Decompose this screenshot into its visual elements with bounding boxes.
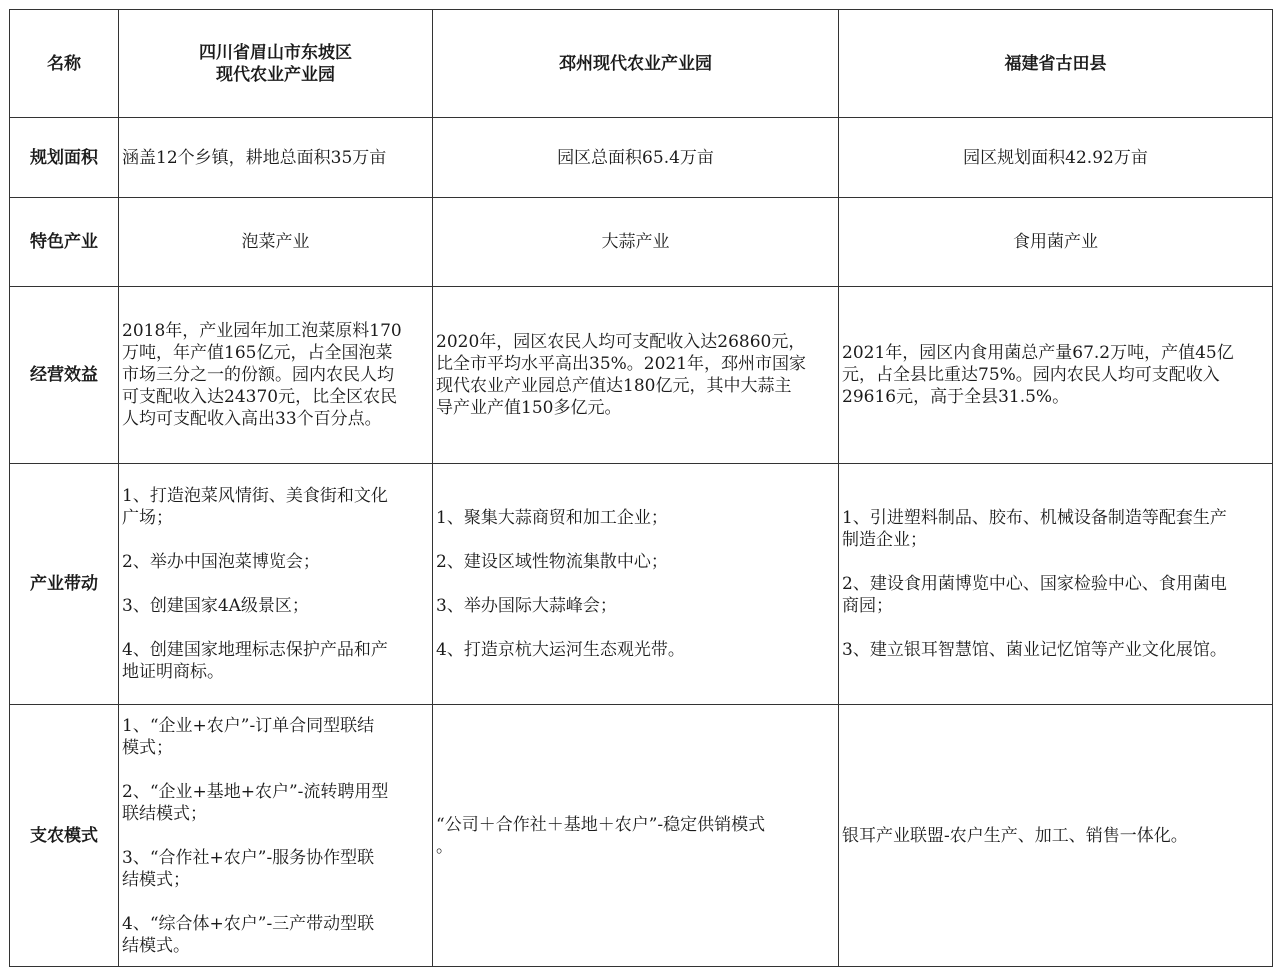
list-item: 4、打造京杭大运河生态观光带。 bbox=[436, 640, 685, 660]
benefit-row bbox=[10, 287, 1273, 464]
park-pizhou-name: 邳州现代农业产业园 bbox=[433, 10, 839, 118]
benefit-gutian: 2021年，园区内食用菌总产量67.2万吨，产值45亿 元，占全县比重达75%。园内农民人均可支配收入 29616元，高于全县31.5%。 bbox=[839, 287, 1273, 464]
driving-pizhou bbox=[433, 464, 839, 705]
list-item: 1、“企业+农户”-订单合同型联结 模式； bbox=[122, 715, 375, 758]
list-item: 4、“综合体+农户”-三产带动型联 结模式。 bbox=[122, 913, 375, 956]
driving-row bbox=[10, 464, 1273, 705]
list-item: 3、创建国家4A级景区； bbox=[122, 596, 309, 616]
area-pizhou: 园区总面积65.4万亩 bbox=[433, 118, 839, 198]
support-row bbox=[10, 705, 1273, 967]
benefit-label: 经营效益 bbox=[10, 287, 119, 464]
industry-pizhou: 大蒜产业 bbox=[433, 198, 839, 287]
list-item: 3、“合作社+农户”-服务协作型联 结模式； bbox=[122, 847, 375, 890]
list-item: 1、聚集大蒜商贸和加工企业； bbox=[436, 508, 668, 528]
list-item: 1、打造泡菜风情街、美食街和文化 广场； bbox=[122, 486, 388, 528]
area-label: 规划面积 bbox=[10, 118, 119, 198]
area-dongpo: 涵盖12个乡镇，耕地总面积35万亩 bbox=[119, 118, 433, 198]
driving-dongpo bbox=[119, 464, 433, 705]
industry-label: 特色产业 bbox=[10, 198, 119, 287]
benefit-dongpo: 2018年，产业园年加工泡菜原料170 万吨，年产值165亿元，占全国泡菜 市场三分之一的份额。园内农民人均 可支配收入达24370元，比全区农民 人均可支配收入高出33个百分点。 bbox=[119, 287, 433, 464]
area-row bbox=[10, 118, 1273, 198]
driving-label: 产业带动 bbox=[10, 464, 119, 705]
list-item: 2、“企业+基地+农户”-流转聘用型 联结模式； bbox=[122, 781, 389, 824]
list-item: 2、建设食用菌博览中心、国家检验中心、食用菌电 商园； bbox=[842, 574, 1227, 616]
list-item: 2、建设区域性物流集散中心； bbox=[436, 552, 668, 572]
list-item: 2、举办中国泡菜博览会； bbox=[122, 552, 320, 572]
industry-dongpo: 泡菜产业 bbox=[119, 198, 433, 287]
list-item: 4、创建国家地理标志保护产品和产 地证明商标。 bbox=[122, 640, 388, 682]
list-item: 3、建立银耳智慧馆、菌业记忆馆等产业文化展馆。 bbox=[842, 640, 1227, 660]
industry-row bbox=[10, 198, 1273, 287]
support-dongpo bbox=[119, 705, 433, 967]
list-item: 1、引进塑料制品、胶布、机械设备制造等配套生产 制造企业； bbox=[842, 508, 1227, 550]
area-gutian: 园区规划面积42.92万亩 bbox=[839, 118, 1273, 198]
industry-gutian: 食用菌产业 bbox=[839, 198, 1273, 287]
list-item: 3、举办国际大蒜峰会； bbox=[436, 596, 617, 616]
park-dongpo-name: 四川省眉山市东坡区 现代农业产业园 bbox=[119, 10, 433, 118]
support-gutian: 银耳产业联盟-农户生产、加工、销售一体化。 bbox=[839, 705, 1273, 967]
header-row bbox=[10, 10, 1273, 118]
support-pizhou: “公司＋合作社＋基地＋农户”-稳定供销模式 。 bbox=[433, 705, 839, 967]
benefit-pizhou: 2020年，园区农民人均可支配收入达26860元， 比全市平均水平高出35%。2021年，邳州市国家 现代农业产业园总产值达180亿元，其中大蒜主 导产业产值150多亿元。 bbox=[433, 287, 839, 464]
support-label: 支农模式 bbox=[10, 705, 119, 967]
header-label: 名称 bbox=[10, 10, 119, 118]
comparison-table bbox=[9, 9, 1273, 967]
driving-gutian bbox=[839, 464, 1273, 705]
park-gutian-name: 福建省古田县 bbox=[839, 10, 1273, 118]
